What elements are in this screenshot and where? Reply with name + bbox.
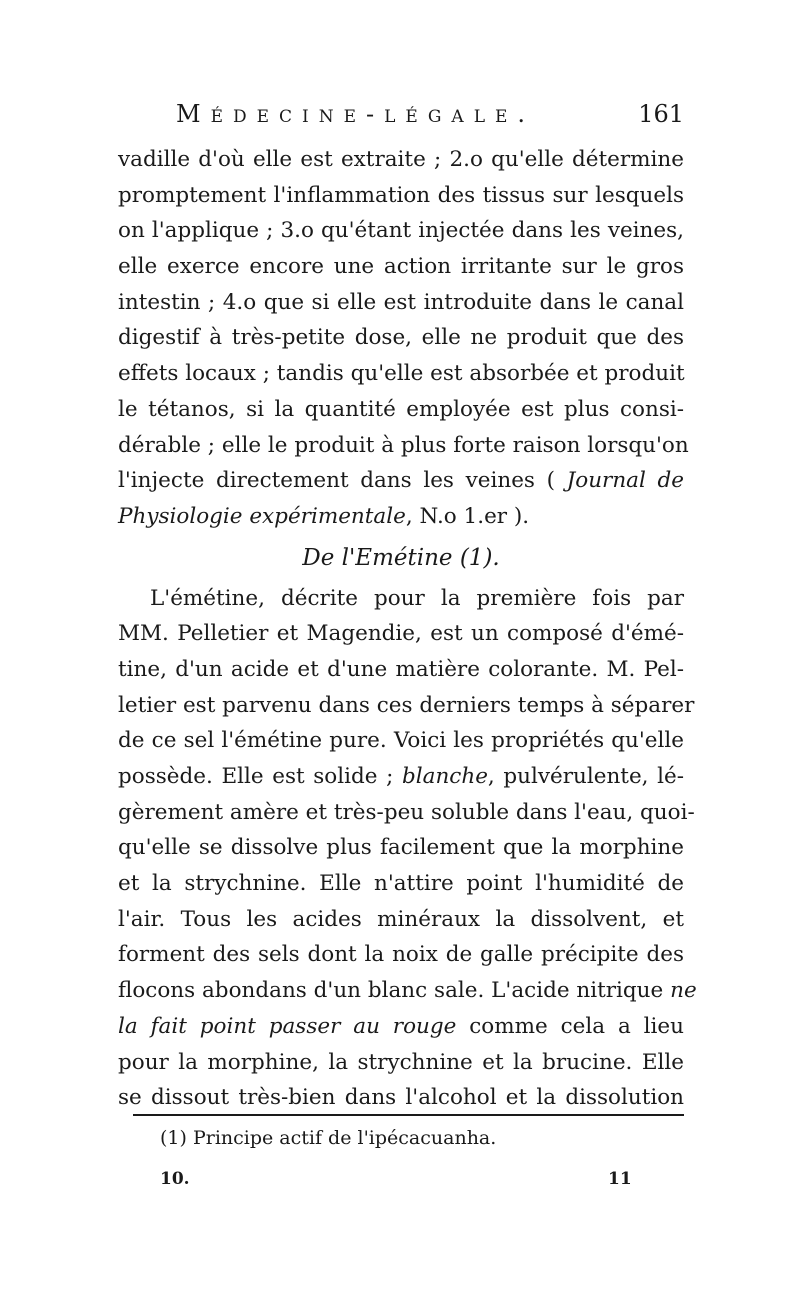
text-line bbox=[118, 759, 684, 795]
text-fragment: flocons abondans d'un blanc sale. L'acide nitrique bbox=[118, 978, 664, 1004]
text-line: effets locaux ; tandis qu'elle est absorbée et produit bbox=[118, 361, 685, 387]
text-line: promptement l'inflammation des tissus sur lesquels bbox=[118, 182, 684, 208]
text-line: on l'applique ; 3.o qu'étant injectée dans les veines, bbox=[118, 218, 684, 244]
text-line: de ce sel l'émétine pure. Voici les propriétés qu'elle bbox=[118, 728, 684, 754]
text-line: qu'elle se dissolve plus facilement que la morphine bbox=[118, 835, 684, 861]
text-line: vadille d'où elle est extraite ; 2.o qu'elle détermine bbox=[118, 147, 684, 172]
section-title: De l'Emétine (1). bbox=[302, 544, 500, 571]
text-line: forment des sels dont la noix de galle précipite des bbox=[118, 942, 684, 968]
text-line: MM. Pelletier et Magendie, est un composé d'émé- bbox=[118, 621, 684, 647]
signature-mark-right: 11 bbox=[608, 1169, 632, 1189]
text-line: intestin ; 4.o que si elle est introduite dans le canal bbox=[118, 289, 684, 315]
text-line bbox=[118, 499, 684, 535]
text-line: gèrement amère et très-peu soluble dans l'eau, quoi- bbox=[118, 799, 695, 825]
italic-phrase: la fait point passer au rouge bbox=[118, 1013, 457, 1039]
running-title: Médecine-légale. bbox=[176, 100, 536, 128]
text-line: tine, d'un acide et d'une matière colorante. M. Pel- bbox=[118, 656, 684, 682]
journal-title-fragment: Journal de bbox=[566, 468, 684, 494]
footnote: (1) Principe actif de l'ipécacuanha. bbox=[160, 1127, 497, 1149]
text-line bbox=[118, 1009, 684, 1045]
text-fragment: comme cela a lieu bbox=[456, 1013, 684, 1039]
text-line: letier est parvenu dans ces derniers temps à séparer bbox=[118, 692, 695, 718]
text-line: l'air. Tous les acides minéraux la dissolvent, et bbox=[118, 906, 684, 932]
body-text bbox=[118, 142, 697, 1116]
text-line: le tétanos, si la quantité employée est plus consi- bbox=[118, 396, 684, 422]
text-line: elle exerce encore une action irritante sur le gros bbox=[118, 254, 684, 280]
page-number: 161 bbox=[638, 100, 684, 128]
italic-word: ne bbox=[670, 978, 697, 1004]
signature-mark-left: 10. bbox=[160, 1169, 190, 1189]
text-line bbox=[118, 463, 684, 499]
page-header bbox=[176, 100, 684, 140]
footnote-rule bbox=[133, 1114, 684, 1116]
text-line: digestif à très-petite dose, elle ne produit que des bbox=[118, 325, 684, 351]
italic-word: blanche bbox=[402, 764, 488, 789]
text-line: se dissout très-bien dans l'alcohol et la dissolution bbox=[118, 1085, 684, 1111]
text-fragment: , pulvérulente, lé- bbox=[487, 764, 684, 789]
text-fragment: , N.o 1.er ). bbox=[405, 503, 530, 529]
text-line bbox=[118, 973, 697, 1009]
text-line: dérable ; elle le produit à plus forte raison lorsqu'on bbox=[118, 432, 689, 458]
text-line: L'émétine, décrite pour la première fois par bbox=[150, 585, 684, 611]
journal-title-fragment: Physiologie expérimentale bbox=[118, 503, 406, 529]
text-fragment: possède. Elle est solide ; bbox=[118, 764, 394, 789]
text-line: pour la morphine, la strychnine et la brucine. Elle bbox=[118, 1049, 684, 1075]
text-fragment: l'injecte directement dans les veines ( bbox=[118, 468, 555, 494]
text-line: et la strychnine. Elle n'attire point l'humidité de bbox=[118, 871, 684, 897]
